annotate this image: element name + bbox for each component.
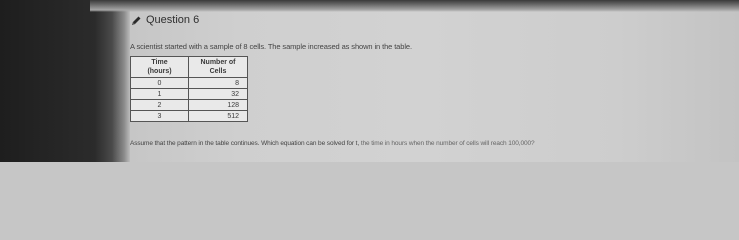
header-time	[131, 57, 189, 78]
question-header	[130, 14, 199, 26]
table-row	[131, 111, 248, 122]
question-prompt	[130, 140, 690, 147]
table-header-row	[131, 57, 248, 78]
monitor-bezel-left	[0, 0, 130, 162]
question-prompt-part2: the time in hours when the number of cells will reach 100,000?	[360, 140, 535, 147]
header-time-line1: Time	[151, 59, 168, 66]
question-prompt-part1: Assume that the pattern in the table continues. Which equation can be solved for t,	[130, 140, 361, 147]
time-cell: 0	[131, 78, 189, 89]
time-cell: 1	[131, 89, 189, 100]
cells-cell: 512	[189, 111, 248, 122]
cells-cell: 8	[189, 78, 248, 89]
cells-table	[130, 56, 248, 122]
table-row	[131, 100, 248, 111]
table-row	[131, 89, 248, 100]
header-time-line2: (hours)	[147, 68, 172, 75]
cells-cell: 32	[189, 89, 248, 100]
monitor-bezel-top	[90, 0, 739, 12]
time-cell: 2	[131, 100, 189, 111]
question-intro: A scientist started with a sample of 8 cells. The sample increased as shown in the table.	[130, 42, 412, 51]
cells-cell: 128	[189, 100, 248, 111]
table-row	[131, 78, 248, 89]
question-title: Question 6	[146, 14, 200, 26]
header-cells-line2: Cells	[209, 68, 227, 75]
header-cells	[189, 57, 248, 78]
pencil-icon	[130, 14, 142, 26]
time-cell: 3	[131, 111, 189, 122]
header-cells-line1: Number of	[200, 59, 236, 66]
